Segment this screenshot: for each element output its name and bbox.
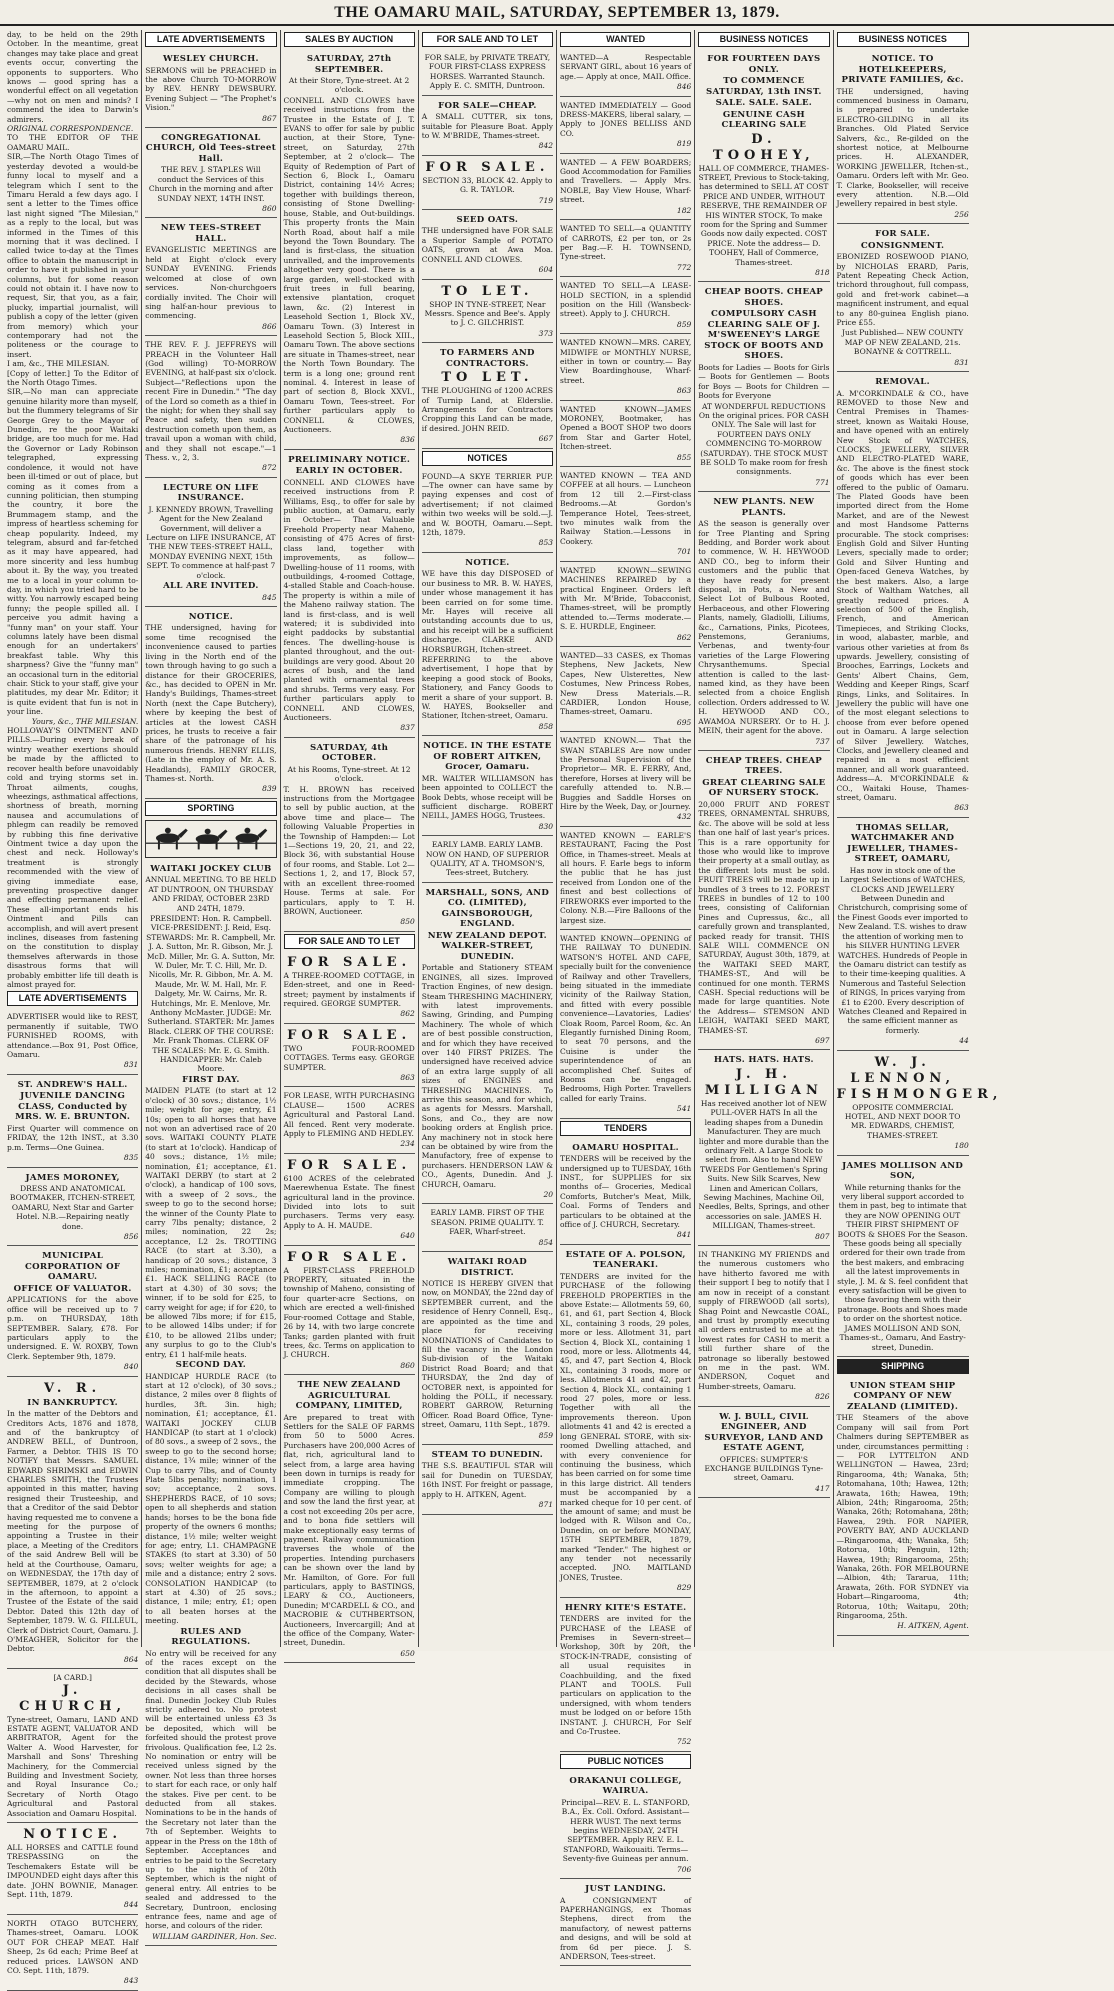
ad-toohey: FOR FOURTEEN DAYS ONLY. TO COMMENCE SATURDAY, 13th INST. SALE. SALE. SALE. GENUINE CASH CLEARING SALE D. TOOHEY, HALL OF COMMERCE, THAMES-STREET, Previous to Stock-taking, has determined to SELL AT COST PRICE AND UNDER, WITHOUT RESERVE, THE REMAINDER OF HIS WINTER STOCK, To make room for the Spring and Summer Goods now daily expected. COST PRICE. Note the address— D. TOOHEY, Hall of Commerce, Thames-street. 818 bbox=[698, 51, 829, 282]
section-header-business-2: BUSINESS NOTICES bbox=[837, 32, 969, 47]
column-6 bbox=[695, 30, 833, 1647]
ad-nz-agricultural: THE NEW ZEALAND AGRICULTURAL COMPANY, LIMITED, Are prepared to treat with Settlers for the SALE OF FARMS from 50 to 5000 Acres. Purchasers have 200,000 Acres of flat, rich, agricultural land to select from, a large area having been down in turnips is ready for immediate cropping. The Company are willing to plough and sow the land the first year, at a cost not exceeding 20s per acre, and to bona fide settlers will make exceptionally easy terms of payment. Railway communication traverses the whole of the properties. Intending purchasers can be shown over the land by Mr. Hamilton, of Gore. For full particulars, apply to BASTINGS, LEARY & CO., Auctioneers, Dunedin; M'CARDELL & CO., and MACROBIE & CUTHBERTSON, Auctioneers, Invercargill; And at the office of the Company, Water-street, Dunedin. 650 bbox=[284, 1377, 415, 1663]
ad-college: ORAKANUI COLLEGE, WAIRUA. Principal—REV. E. L. STANFORD, B.A., Ex. Coll. Oxford. Assistant—HERR WUST. The next terms begins WEDNESDAY, 24TH SEPTEMBER. Apply REV. E. L. STANFORD, Waikouaiti. Terms—Seventy-five Guineas per annum. 706 bbox=[560, 1773, 691, 1879]
ad-steam-dunedin: STEAM TO DUNEDIN. THE S.S. BEAUTIFUL STAR will sail for Dunedin on TUESDAY, 16th INST. For freight or passage, apply to H. AITKEN, Agent. 871 bbox=[422, 1447, 553, 1515]
ad-church-maheno: FOR SALE. A FIRST-CLASS FREEHOLD PROPERTY, situated in the township of Maheno, consisting of four quarter-acre Sections, on which are erected a well-finished Four-roomed Cottage and Stable, 26 by 14, with two large concrete Tanks; garden planted with fruit trees, &c. Terms on application to J. CHURCH. 860 bbox=[284, 1248, 415, 1375]
paragraph: day, to be held on the 29th October. In the meantime, great changes may take place and great events occur, converting the opponents to supporters. Who knows — good spring has a wonderful effect on all vegetation—why not on men and minds? I commend the idea to Darwin's admirers. bbox=[7, 30, 139, 124]
racing-horses-illustration bbox=[145, 820, 276, 858]
ad-maude: FOR SALE. 6100 ACRES of the celebrated Maerewhenua Estate. The finest agricultural land in the province. Divided into lots to suit purchasers. Terms very easy. Apply to A. H. MAUDE. 640 bbox=[284, 1156, 415, 1246]
section-header-business: BUSINESS NOTICES bbox=[698, 32, 829, 47]
ad-shop-to-let: TO LET. SHOP IN TYNE-STREET, Near Messrs. Spence and Bee's. Apply to J. C. GILCHRIST. 373 bbox=[422, 282, 553, 344]
ad-lease: FOR LEASE, WITH PURCHASING CLAUSE— 1500 ACRES Agricultural and Pastoral Land. All fenced. Rent very moderate. Apply to FLEMING AND HEDLEY. 234 bbox=[284, 1089, 415, 1153]
ad-sumpter-2: FOR SALE. TWO FOUR-ROOMED COTTAGES. Terms easy. GEORGE SUMPTER. 863 bbox=[284, 1026, 415, 1088]
ad-wanted-7: WANTED KNOWN—JAMES MORONEY, Bootmaker, has Opened a BOOT SHOP two doors from Star and Garter Hotel, Itchen-street. 855 bbox=[560, 403, 691, 467]
section-header-sporting: SPORTING bbox=[145, 801, 276, 816]
section-header-for-sale-2: FOR SALE AND TO LET bbox=[422, 32, 553, 47]
ad-wesley: WESLEY CHURCH. SERMONS will be PREACHED in the above Church TO-MORROW by REV. HENRY DEWSBURY. Evening Subject — "The Prophet's Vision." 867 bbox=[145, 51, 276, 128]
section-header-late-ads: LATE ADVERTISEMENTS bbox=[7, 991, 138, 1006]
ad-aitken-estate: NOTICE. IN THE ESTATE OF ROBERT AITKEN, Grocer, Oamaru. MR. WALTER WILLIAMSON has been appointed to COLLECT the Book Debts, whose receipt will be sufficient discharge. ROBERT NEILL, JAMES HOGG, Trustees. 830 bbox=[422, 738, 553, 836]
ad-church: [A CARD.] J. CHURCH, Tyne-street, Oamaru, LAND AND ESTATE AGENT, VALUATOR AND ARBITRATOR, Agent for the Walter A. Wood Harvester, for Marshall and Sons' Threshing Machinery, for the Commercial Building and Investment Society, and Royal Insurance Co.; Secretary of North Otago Agricultural and Pastoral Association and Oamaru Hospital. bbox=[7, 1671, 138, 1823]
paragraph: [Copy of letter.] To the Editor of the North Otago Times. bbox=[7, 368, 139, 388]
ad-union-steam: UNION STEAM SHIP COMPANY OF NEW ZEALAND (LIMITED). THE Steamers of the above Company will sail from Port Chalmers during SEPTEMBER as under, circumstances permitting :— FOR LYTTELTON AND WELLINGTON — Hawea, 23rd; Ringarooma, 4th; Wanaka, 5th; Rotomahana, 10th; Hawea, 12th; Arawata, 16th; Hawea, 19th; Albion, 24th; Ringarooma, 25th; Wanaka, 26th; Rotomahana, 28th; Hawea, 29th. FOR NAPIER, POVERTY BAY, AND AUCKLAND—Ringarooma, 4th; Wanaka, 5th; Rotorua, 10th; Penguin, 12th; Hawea, 19th; Ringarooma, 25th; Wanaka, 26th. FOR MELBOURNE—Albion, 4th; Tararua, 11th; Arawata, 26th. FOR SYDNEY via Hobart—Ringarooma, 4th; Rotorua, 10th; Waitapu, 20th; Ringarooma, 25th. H. AITKEN, Agent. bbox=[837, 1378, 969, 1636]
ad-section-33: FOR SALE. SECTION 33, BLOCK 42. Apply to G. R. TAYLOR. 719 bbox=[422, 158, 553, 210]
ad-trespass: NOTICE. ALL HORSES and CATTLE found TRESPASSING on the Teschemakers Estate will be IMPOUNDED eight days after this date. JOHN BOWNIE, Manager. Sept. 11th, 1879. 844 bbox=[7, 1825, 138, 1915]
ad-connell-williams: PRELIMINARY NOTICE. EARLY IN OCTOBER. CONNELL AND CLOWES have received instructions from P. Williams, Esq., to offer for sale by public auction, at Oamaru, early in October— That Valuable Freehold Property near Maheno, consisting of 475 Acres of first-class land, together with improvements, as follow—Dwelling-house of 11 rooms, with outbuildings, 4-roomed Cottage, 4-stalled Stable and Coach-house. The property is within a mile of the Maheno railway station. The land is first-class, and is well watered; it is subdivided into eight paddocks by substantial fences. The dwelling-house is planted throughout, and the out-buildings are very good. About 20 acres of bush, and the land planted with ornamental trees and shrubs. Terms very easy. For further particulars apply to CONNELL AND CLOWES, Auctioneers. 837 bbox=[284, 452, 415, 738]
ad-wanted-12: WANTED KNOWN — EARLE'S RESTAURANT, Facing the Post Office, in Thames-street. Meals at all hours. F. Earle begs to inform the public that he has just received from London one of the finest and best collections of FIREWORKS ever imported to the Colony. N.B.—Fire Balloons of the largest size. bbox=[560, 829, 691, 930]
paragraph: SIR,—No man can appreciate genuine hilarity more than myself, but the flummery telegrams of Sir George Grey to the Mayor of Dunedin, re the poor Waitaki bridge, are too much for me. Had the Governor or Lady Robinson telegraphed, expressing condolence, it would not have been ill-timed or out of place, but coming as it comes from a cunning politician, then stumping the country, it bore the Brummagem stamp, and the impress of heartless scheming for cheap popularity. Indeed, my telegram, absurd and far-fetched as it may have appeared, had more sincerity and less humbug about it. By the way, you treated me to a local in your column to-day, in which you tried hard to be witty. You narrowly escaped being funny; the people spilled all. I perceive you admit having a "funny man" on your staff. Your columns lately have been dismal enough for an undertakers' breakfast table. Why this sharpness? Give the "funny man" an occasional turn in the editorial chair. Stick to your staff, give your platitudes, my dear Mr. Editor; it is quite evident that fun is not in your line. bbox=[7, 387, 139, 717]
section-header-tenders: TENDERS bbox=[560, 1121, 691, 1136]
ad-mollison: JAMES MOLLISON AND SON, While returning thanks for the very liberal support accorded to them in past, beg to intimate that they are NOW OPENING OUT THEIR FIRST SHIPMENT OF BOOTS & SHOES For the Season. These goods being all specially ordered for their own trade from the best makers, and embracing all the latest improvements in style, J. M. & S. feel confident that every satisfaction will be given to those favoring them with their patronage. Boots and Shoes made to order on the shortest notice. JAMES MOLLISON AND SON, Thames-st., Oamaru, And Eastry-street, Dunedin. bbox=[837, 1158, 969, 1357]
ad-terrier: FOUND—A SKYE TERRIER PUP.—The owner can have same by paying expenses and cost of advertisement; if not claimed within two weeks will be sold.—J. and W. BOOTH, Oamaru.—Sept. 12th, 1879. 853 bbox=[422, 470, 553, 553]
ad-mccorkindale: REMOVAL. A. M'CORKINDALE & CO., have REMOVED to those New and Central Premises in Thames-street, known as Waitaki House, and have opened with an entirely New Stock of WATCHES, CLOCKS, JEWELLERY, SILVER AND ELECTRO-PLATED WARE, &c. The above is the finest stock of goods which has ever been offered to the public of Oamaru. The Plated Goods have been imported direct from the Home Market, and are of the Newest and most Handsome Patterns procurable. The stock comprises: English Gold and Silver Hunting Levers, specially made to order; Gold and Silver Hunting and Open-faced Geneva Watches, by the best makers. Also, a large Stock of Waltham Watches, all greatly reduced prices. A selection of 500 of the English, French, and American Timepieces, and Striking Clocks, in wood, alabaster, marble, and various other varieties at from 8s upwards. Jewellery, consisting of Brooches, Earrings, Lockets and Gents' Albert Chains, Gem, Wedding and Keeper Rings, Scarf Rings, Links, and Solitaires. In Jewellery the public will have one of the most elegant selections to choose from ever before opened out in Oamaru. A large selection of Silver Jewellery. Watches, Clocks, and Jewellery cleaned and repaired in a most efficient manner, and all work guaranteed. Address—A. M'CORKINDALE & CO., Waitaki House, Thames-street, Oamaru. 863 bbox=[837, 374, 969, 818]
ad-wanted-5: WANTED TO SELL—A LEASE-HOLD SECTION, in a splendid position on the Hill (Wansbeck-street). Apply to J. CHURCH. 859 bbox=[560, 279, 691, 334]
ad-polson: ESTATE OF A. POLSON, TEANERAKI. TENDERS are invited for the PURCHASE of the following FREEHOLD PROPERTIES in the above Estate:— Allotments 59, 60, 61, and 61, part Section 4, Block XL, containing 3 roods, 29 poles, more or less. Allotment 31, part Section 4, Block XL, containing 1 rood, more or less. Allotments 44, 45, and 47, part Section 4, Block XL, containing 3 roods, more or less. Allotments 41 and 42, part Section 4, Block XL, containing 1 rood 27 poles, more or less. Together with all the improvements thereon. Upon allotments 41 and 42 is erected a long GENERAL STORE, with six-roomed Dwelling attached, and with every convenience for continuing the business, which has been carried on for some time in this large district. All tenders must be accompanied by a marked cheque for 10 per cent. of the amount of same; and must be lodged with R. Wilson and Co., Dunedin, on or before MONDAY, 15TH SEPTEMBER, 1879, marked "Tender." The highest or any tender not necessarily accepted. JNO. MAITLAND JONES, Trustee. 829 bbox=[560, 1247, 691, 1598]
ad-anderson: IN THANKING MY FRIENDS and the numerous customers who have hitherto favored me with their support I beg to notify that I am now in receipt of a constant supply of FIREWOOD (all sorts), Shag Point and Newcastle COAL, and trust by promptly executing all orders entrusted to me at the lowest rates for CASH to merit a still further share of the patronage so liberally bestowed on me in the past. WM. ANDERSON, Coquet and Humber-streets, Oamaru. 826 bbox=[698, 1248, 829, 1407]
ad-wanted-10: WANTED—33 CASES, ex Thomas Stephens, New Jackets, New Capes, New Ulsterettes, New Costumes, New Princess Robes, New Dress Materials.—R. CARDIER, London House, Thames-street, Oamaru. 695 bbox=[560, 649, 691, 732]
ad-wanted-9: WANTED KNOWN—SEWING MACHINES REPAIRED by a practical Engineer. Orders left with Mr. M'Bride, Tobacconist, Thames-street, will be promptly attended to.—Terms moderate.—S. E. HURDLE, Engineer. 862 bbox=[560, 564, 691, 647]
ad-heywood: NEW PLANTS. NEW PLANTS. AS the season is generally over for Tree Planting and Spring Bedding, and Border work about to commence, W. H. HEYWOOD AND CO., beg to inform their customers and the public that they have ready for present disposal, in Pots, a New and Select Lot of Bulbous Rooted, Herbaceous, and other Flowering Plants, namely, Gladiolli, Liliums, &c., Carnations, Pinks, Picotees, Penstemons, Geraniums, Verbenas, and twenty-four varieties of the Large Flowering Chrysanthemums. Special attention is called to the last-named kind, as they have been selected from a choice English collection. Orders addressed to W. H. HEYWOOD AND CO., AWAMOA NURSERY. Or to H. J. MEIN, their agent for the above. 737 bbox=[698, 494, 829, 751]
paragraph: SIR,—The North Otago Times of yesterday devoted a would-be funny local to myself and a telegram which I sent to the Timaru Herald a few days ago. I sent a letter to the Times office last night signed "The Milesian," as a reply to the local, but was informed in the Times of this morning that it was declined. I called twice to-day at the Times office to obtain the manuscript in order to have it published in your columns, but for some reason could not obtain it. I have now to request, Sir, that you, as a fair, plucky, impartial journalist, will publish a copy of the letter (given from memory) which your contemporary had not the politeness or the courage to insert. bbox=[7, 152, 139, 359]
ad-wanted-11: WANTED KNOWN.— That the SWAN STABLES Are now under the Personal Supervision of the Proprietor— MR. E. FERRY, And, therefore, Horses at livery will be carefully attended to. N.B.—Buggies and Saddle Horses on Hire by the Week, Day, or Journey. 432 bbox=[560, 734, 691, 827]
ad-paperhangings: JUST LANDING. A CONSIGNMENT of PAPERHANGINGS, ex Thomas Stephens, direct from the manufactory, of newest patterns and designs, and will be sold at from 6d per piece. J. S. ANDERSON, Tees-street. bbox=[560, 1881, 691, 1966]
ad-road-district: WAITAKI ROAD DISTRICT. NOTICE IS HEREBY GIVEN that now, on MONDAY, the 22nd day of SEPTEMBER current, and the residence of Henry Connell, Esq., are appointed as the time and place for receiving NOMINATIONS of Candidates to fill the vacancy in the London Sub-division of the Waitaki District Road Board; and that THURSDAY, the 2nd day of OCTOBER next, is appointed for holding the POLL, if necessary. ROBERT GARROW, Returning Officer. Road Board Office, Tyne-street, Oamaru, 11th Sept., 1879. 859 bbox=[422, 1254, 553, 1445]
ad-wanted-3: WANTED — A FEW BOARDERS; Good Accommodation for Families and Travellers. — Apply Mrs. NOBLE, Bay View House, Wharf-street. 182 bbox=[560, 156, 691, 220]
ad-juvenile: ST. ANDREW'S HALL. JUVENILE DANCING CLASS, Conducted by MRS. W. E. BRUNTON. First Quarter will commence on FRIDAY, the 12th INST., at 3.30 p.m. Terms—One Guinea. 835 bbox=[7, 1077, 138, 1168]
column-2 bbox=[142, 30, 280, 1941]
ad-rest: ADVERTISER would like to REST, permanently if suitable, TWO FURNISHED ROOMS, with attendance.—Box 91, Post Office, Oamaru. 831 bbox=[7, 1010, 138, 1074]
paragraph: Yours, &c., THE MILESIAN. bbox=[31, 716, 139, 726]
column-4 bbox=[419, 30, 557, 1647]
ad-butchery: NORTH OTAGO BUTCHERY, Thames-street, Oamaru. LOOK OUT FOR CHEAP MEAT. Half Sheep, 2s 6d each; Prime Beef at reduced prices. LAWSON AND CO. Sept. 11th, 1879. 843 bbox=[7, 1917, 138, 1991]
ad-lennon: W. J. LENNON, FISHMONGER, OPPOSITE COMMERCIAL HOTEL, AND NEXT DOOR TO MR. EDWARDS, CHEMIST, THAMES-STREET. 180 bbox=[837, 1053, 969, 1156]
ad-bankruptcy: V. R. IN BANKRUPTCY. In the matter of the Debtors and Creditors Acts, 1876 and 1878, and of the bankruptcy of ANDREW BELL, of Duntroon, Farmer, a Debtor. THIS IS TO NOTIFY that Messrs. SAMUEL EDWARD SHRIMSKI and EDWIN CHARLES SMITH, the Trustees appointed in this matter, having resigned their Trusteeship, and that a Creditor of the said Debtor having requested me to convene a meeting for the purpose of appointing a Trustee in their place, a Meeting of the Creditors of the said Andrew Bell will be held at the Courthouse, Oamaru, on WEDNESDAY, the 17th day of SEPTEMBER, 1879, at 2 o'clock in the afternoon, to appoint a Trustee of the Estate of the said Debtor. Dated this 12th day of September, 1879. W. G. FILLEUL, Clerk of District Court, Oamaru. J. O'MEAGHER, Solicitor for the Debtor. 864 bbox=[7, 1379, 138, 1669]
section-header-late-ads-2: LATE ADVERTISEMENTS bbox=[145, 32, 276, 47]
ad-wanted-1: WANTED—A Respectable SERVANT GIRL, about 16 years of age.— Apply at once, MAIL Office. 846 bbox=[560, 51, 691, 97]
ad-early-lamb: EARLY LAMB. EARLY LAMB. NOW ON HAND, OF SUPERIOR QUALITY, AT A. THOMSON'S, Tees-street, Butchery. bbox=[422, 838, 553, 883]
section-header-shipping: SHIPPING bbox=[837, 1359, 969, 1374]
paragraph: I am, &c., THE MILESIAN. bbox=[7, 359, 110, 369]
ad-waitaki-jockey-club: WAITAKI JOCKEY CLUB ANNUAL MEETING. TO BE HELD AT DUNTROON, ON THURSDAY AND FRIDAY, OCTOBER 23RD AND 24TH, 1879. PRESIDENT: Hon. R. Campbell. VICE-PRESIDENT: J. Reid, Esq. STEWARDS: Mr. R. Campbell, Mr. J. A. Sutton, Mr. R. Gibson, Mr. J. McD. Miller, Mr. G. A. Sutton, Mr. W. Duler, Mr. T. C. Hill, Mr. D. Nicolls, Mr. R. Gibbon, Mr. A. M. Maude, Mr. W. M. Hall, Mr. F. Dalgety, Mr. W. Cairns, Mr. R. Hutchings, Mr. E. Menlove, Mr. Anthony McMaster. JUDGE: Mr. Sutherland. STARTER: Mr. James Black. CLERK OF THE COURSE: Mr. Frank Thomas. CLERK OF THE SCALES: Mr. E. G. Smith. HANDICAPPER: Mr. Caleb Moore. FIRST DAY. MAIDEN PLATE (to start at 12 o'clock) of 30 sovs.; distance, 1½ mile; weight for age; entry, £1 10s; open to all horses that have not won an advertised race of 20 sovs. WAITAKI COUNTY PLATE (to start at 1o'clock). Handicap of 40 sovs.; distance, 1½ mile; nomination, £1; acceptance, £1. WAITAKI DERBY (to start at 2 o'clock), a handicap of 100 sovs, with a sweep of 2 sovs., the sweep to go to the second horse; the winner of the County Plate to carry 7lbs penalty; distance, 2 miles; nomination, 22 2s; acceptance, L2 2s. TROTTING RACE (to start at 3.30), a handicap of 20 sovs.; distance, 3 miles; nomination, £1; acceptance £1. HACK SELLING RACE (to start at 4.30) of 30 sovs; the winner, if to be sold for £25, to carry weight for age; if for £20, to be allowed 7lbs more; if for £15, to be allowed 14lbs under; if for £10, to be allowed 21lbs under; any surplus to go to the Club's entry, £1 1 half-mile heats. SECOND DAY. HANDICAP HURDLE RACE (to start at 12 o'clock), of 30 sovs.; distance, 2 miles over 8 flights of hurdles, 3ft. 3in. high; nomination, £1; acceptance, £1. WAITAKI JOCKEY CLUB HANDICAP (to start at 1 o'clock) of 80 sovs., a sweep of 2 sovs., the sweep to go to the second horse; distance, 1¾ mile; winner of the Cup to carry 7lbs, and of County Plate 5lbs penalty; nomination, 1 sov; acceptance, 2 sovs. SHEPHERDS RACE, of 10 sovs; open to all shepherds and station hands; horses to be the bona fide property of the owners 6 months; distance, 1½ mile; welter weight for age; entry, L1. CHAMPAGNE STAKES (to start at 3.30) of 50 sovs; welter weights for age; a mile and a distance; entry 2 sovs. CONSOLATION HANDICAP (to start at 4.30) of 25 sovs.; distance, 1 mile; entry, £1; open to all beaten horses at the meeting. RULES AND REGULATIONS. No entry will be received for any of the races except on the condition that all disputes shall be decided by the Stewards, whose decisions in all cases shall be final. Dunedin Jockey Club Rules strictly adhered to. No protest will be entertained unless £3 3s be deposited, which will be forfeited should the protest prove frivolous. Qualification fee, L2 2s. No nomination or entry will be received unless signed by the owner. Not less than three horses to start for each race, or only half the stakes. Five per cent. to be deducted from all stakes. Nominations to be in the hands of the Secretary not later than the 7th of September. Weights to appear in the Press on the 18th of September. Acceptances and entries to be paid to the Secretary up to the night of 20th September, which is the night of general entry. All entries to be sealed and addressed to the Secretary, Duntroon, enclosing entrance fees, name and age of horse, and colours of the rider. WILLIAM GARDINER, Hon. Sec. bbox=[145, 861, 276, 1946]
ad-alexander: NOTICE. TO HOTELKEEPERS, PRIVATE FAMILIES, &c. THE undersigned, having commenced business in Oamaru, is prepared to undertake ELECTRO-GILDING in all its Branches. Old Plated Service Salvers, &c., Re-gilded on the shortest notice, at Melbourne prices. H. ALEXANDER, WORKING JEWELLER, Itchen-st., Oamaru. Orders left with Mr. Geo. T. Clarke, Bookseller, will receive every attention. N.B.—Old Jewellery repaired in best style. 256 bbox=[837, 51, 969, 224]
horses-icon bbox=[146, 821, 275, 857]
column-3 bbox=[281, 30, 419, 1658]
paragraph: TO THE EDITOR OF THE OAMARU MAIL. bbox=[7, 133, 139, 152]
ad-moroney: JAMES MORONEY, DRESS AND ANATOMICAL BOOTMAKER, ITCHEN-STREET, OAMARU, Next Star and Garter Hotel. N.B.—Repairing neatly done. 856 bbox=[7, 1170, 138, 1247]
ad-sumpter-1: FOR SALE. A THREE-ROOMED COTTAGE, in Eden-street, and one in Reed-street; payment by instalments if required. GEORGE SUMPTER. 862 bbox=[284, 953, 415, 1024]
ad-kite: HENRY KITE'S ESTATE. TENDERS are invited for the PURCHASE of the LEASE of Premises in Severn-street—Workshop, 30ft by 20ft, the STOCK-IN-TRADE, consisting of all usual requisites in Coachbuilding, and the fixed PLANT and TOOLS. Full particulars on application to the undersigned, with whom tenders must be lodged on or before 15th INSTANT. J. CHURCH, For Self and Co-Trustee. 752 bbox=[560, 1600, 691, 1752]
column-1 bbox=[4, 30, 142, 1986]
column-7 bbox=[834, 30, 1003, 1647]
ad-hayes: NOTICE. WE have this day DISPOSED of our business to MR. B. W. HAYES, under whose management it has been carried on for some time. Mr. Hayes will receive all outstanding accounts due to us, and his receipt will be a sufficient discharge. CLARKE AND HORSBURGH, Itchen-street. REFERRING to the above advertisement, I hope that by keeping a good stock of Books, Stationery, and Fancy Goods to merit a share of your support. B. W. HAYES, Bookseller and Stationer, Itchen-street, Oamaru. 858 bbox=[422, 555, 553, 736]
ad-bull: W. J. BULL, CIVIL ENGINEER, AND SURVEYOR, LAND AND ESTATE AGENT, OFFICES: SUMPTER'S EXCHANGE BUILDINGS Tyne-street, Oamaru. 417 bbox=[698, 1409, 829, 1499]
section-header-public-notices: PUBLIC NOTICES bbox=[560, 1754, 691, 1769]
section-header-wanted: WANTED bbox=[560, 32, 691, 47]
ad-cutter: FOR SALE—CHEAP. A SMALL CUTTER, six tons, suitable for Pleasure Boat. Apply to W. M'BRIDE, Thames-street. 842 bbox=[422, 98, 553, 156]
masthead: THE OAMARU MAIL, SATURDAY, SEPTEMBER 13, 1879. bbox=[0, 0, 1114, 26]
ad-connell-evans: SATURDAY, 27th SEPTEMBER. At their Store, Tyne-street. At 2 o'clock. CONNELL AND CLOWES have received instructions from the Trustee in the Estate of J. T. EVANS to offer for sale by public auction, at their Store, Tyne-street, on Saturday, 27th September, at 2 o'clock— The Equity of Redemption of Part of Section 6, Block I., Oamaru District, containing 14½ Acres; together with buildings thereon, consisting of Stone Dwelling-house, Stable, and Out-buildings. This property fronts the Main North Road, about half a mile beyond the Town Boundary. The land is first-class, the situation unrivalled, and the improvements altogether very good. There is a large garden, well-stocked with fruit trees in full bearing, extensive plantation, croquet lawn, &c. (2) Interest in Leasehold Section 1, Block XV., Oamaru Town. (3) Interest in Leasehold Section 5, Block XIII., Oamaru Town. The above sections are situate in Thames-street, near the North Town Boundary. The term is a long one; ground rent nominal. 4. Interest in lease of part of section 8, Block XXVI., Oamaru Town, Tees-street. For further particulars apply to CONNELL & CLOWES, Auctioneers. 836 bbox=[284, 51, 415, 450]
ad-valuator: MUNICIPAL CORPORATION OF OAMARU. OFFICE OF VALUATOR. APPLICATIONS for the above office will be received up to 7 p.m. on THURSDAY, 18th SEPTEMBER. Salary, £78. For particulars apply to the undersigned. E. W. ROXBY, Town Clerk. September 9th, 1879. 840 bbox=[7, 1248, 138, 1376]
ad-ellis: NOTICE. THE undersigned, having for some time recognised the inconvenience caused to parties living in the North end of the town through having to go such a distance for their GROCERIES, &c., has decided to OPEN in Mr. Handy's Buildings, Thames-street North (next the Cape Butchery), where by keeping the best of articles at the lowest CASH prices, he trusts to receive a fair share of the patronage of his numerous friends. HENRY ELLIS, (Late in the employ of Mr. A. S. Headlands), FAMILY GROCER, Thames-st. North. 839 bbox=[145, 609, 276, 799]
ad-express-horses: FOR SALE, by PRIVATE TREATY, FOUR FIRST-CLASS EXPRESS HORSES. Warranted Staunch. Apply E. C. SMITH, Duntroon. bbox=[422, 51, 553, 96]
section-header-notices: NOTICES bbox=[422, 451, 553, 466]
ad-early-lamb-2: EARLY LAMB. FIRST OF THE SEASON. PRIME QUALITY. T. FAER, Wharf-street. 854 bbox=[422, 1206, 553, 1252]
ad-evangelistic: NEW TEES-STREET HALL. EVANGELISTIC MEETINGS are held at Eight o'clock every SUNDAY EVENING. Friends welcomed at close of own services. Non-churchgoers cordially invited. The Choir will sing half-an-hour previous to commencing. 866 bbox=[145, 220, 276, 336]
ad-ploughing: TO FARMERS AND CONTRACTORS. TO LET. THE PLOUGHING of 1200 ACRES of Turnip Land, at Elderslie. Arrangements for Contractors Cropping this Land can be made, if desired. JOHN REID. 667 bbox=[422, 345, 553, 448]
ad-hospital: OAMARU HOSPITAL. TENDERS will be received by the undersigned up to TUESDAY, 16th INST., for SUPPLIES for six months of— Groceries, Medical Comforts, Butcher's Meat, Milk, Coal. Forms of Tenders and particulars to be obtained at the office of J. CHURCH, Secretary. 841 bbox=[560, 1140, 691, 1245]
ad-lecture: LECTURE ON LIFE INSURANCE. J. KENNEDY BROWN, Travelling Agent for the New Zealand Government, will deliver a Lecture on LIFE INSURANCE, AT THE NEW TEES-STREET HALL, MONDAY EVENING NEXT, 15th SEPT. To commence at half-past 7 o'clock. ALL ARE INVITED. 845 bbox=[145, 480, 276, 607]
ad-nursery: CHEAP TREES. CHEAP TREES. GREAT CLEARING SALE OF NURSERY STOCK. 20,000 FRUIT AND FOREST TREES, ORNAMENTAL SHRUBS, &c. The above will be sold at less than one half of last year's prices. This is a rare opportunity for those who would like to improve their property at a small outlay, as the different lots must be sold. FRUIT TREES will be made up in bundles of 3 trees to 12. FOREST TREES in bundles of 12 to 100 trees, consisting of Californian Pines and Cupressus, &c., all carefully grown and transplanted, packed ready for transit. THIS SALE WILL COMMENCE ON SATURDAY, August 30th, 1879, at the WAITAKI SEED MART, THAMES-ST., And will be continued for one month. TERMS CASH. Special reductions will be made for large quantities. Note the Address— STEMSON AND LEIGH, WAITAKI SEED MART, THAMES-ST. 697 bbox=[698, 753, 829, 1051]
correspondence bbox=[7, 30, 138, 989]
ad-marshall: MARSHALL, SONS, AND CO. (LIMITED), GAINSBOROUGH, ENGLAND. NEW ZEALAND DEPOT. WALKER-STREET, DUNEDIN. Portable and Stationery STEAM ENGINES, all sizes. Improved Traction Engines, of new design. Steam THRESHING MACHINERY, with latest improvements. Sawing, Grinding, and Pumping Machinery. The whole of which are of best possible construction, and for which they have received over 140 FIRST PRIZES. The undersigned have received advice of an extra large supply of all sizes of ENGINES and THRESHING MACHINES. To arrive this season, and for which, as agents for Messrs. Marshall, Sons, and Co., they are now booking orders at English price. Any machinery not in stock here can be obtained by wire from the Manufactory, free of expense to purchasers. HENDERSON LAW & CO., Agents, Dunedin. And J. CHURCH, Oamaru. 20 bbox=[422, 885, 553, 1205]
ad-congregational: CONGREGATIONAL CHURCH, Old Tees-street Hall. THE REV. J. STAPLES Will conduct the Services of this Church in the morning and after SUNDAY NEXT, 14TH INST. 860 bbox=[145, 130, 276, 219]
ad-wanted-8: WANTED KNOWN — TEA AND COFFEE at all hours. — Luncheon from 12 till 2.—First-class Bedrooms.—At Gordon's Temperance Hotel, Tees-street, two minutes walk from the Railway Station.—Lessons in Cookery. 701 bbox=[560, 469, 691, 562]
ad-wanted-6: WANTED KNOWN—MRS. CAREY, MIDWIFE or MONTHLY NURSE, either in town or country.— Bay View Boardinghouse, Wharf-street. 863 bbox=[560, 336, 691, 400]
ad-jeffreys: THE REV. F. J. JEFFREYS will PREACH in the Volunteer Hall (God willing) TO-MORROW EVENING, at half-past six o'clock. Subject—"Reflections upon the recent Fire in Dunedin." "The day of the Lord so cometh as a thief in the night; for when they shall say Peace and safety, then sudden destruction cometh upon them, as travail upon a woman with child, and they shall not escape."—1 Thess. v., 2, 3. 872 bbox=[145, 338, 276, 478]
columns bbox=[4, 30, 1110, 1986]
ad-mssweeney: CHEAP BOOTS. CHEAP SHOES. COMPULSORY CASH CLEARING SALE OF J. M'SWEENEY'S LARGE STOCK OF BOOTS AND SHOES. Boots for Ladies — Boots for Girls — Boots for Gentlemen — Boots for Boys — Boots for Children — Boots for Everyone AT WONDERFUL REDUCTIONS On the original prices. FOR CASH ONLY. The Sale will last for FOURTEEN DAYS ONLY COMMENCING TO-MORROW (SATURDAY). THE STOCK MUST BE SOLD To make room for fresh consignments. 771 bbox=[698, 284, 829, 492]
ad-wanted-4: WANTED TO SELL—a QUANTITY of CARROTS, £2 per ton, or 2s per Bag.—F. H. TOWNSEND, Tyne-street. 772 bbox=[560, 222, 691, 277]
ad-sellar: THOMAS SELLAR, WATCHMAKER AND JEWELLER, THAMES-STREET, OAMARU, Has now in stock one of the Largest Selections of WATCHES, CLOCKS AND JEWELLERY Between Dunedin and Christchurch, comprising some of the Finest Goods ever imported to New Zealand. T.S. wishes to draw the attention of working men to his SILVER HUNTING LEVER WATCHES. Hundreds of People in the Oamaru district can testify as to their time-keeping qualities. A Numerous and Tasteful Selection of RINGS, In prices varying from £1 to £200. Every description of Watches Cleaned and Repaired in the same efficient manner as formerly. 44 bbox=[837, 820, 969, 1051]
ad-brown: SATURDAY, 4th OCTOBER. At his Rooms, Tyne-street. At 12 o'clock. T. H. BROWN has received instructions from the Mortgagee to sell by public auction, at the above time and place— The following Valuable Properties in the Township of Hampden:— Lot 1—Sections 19, 20, 21, and 22, Block 36, with substantial House of four rooms, and Stable. Lot 2—Sections 1, 2, and 17, Block 57, with an excellent three-roomed House. Terms at sale. For particulars, apply to T. H. BROWN, Auctioneer. 850 bbox=[284, 740, 415, 932]
ad-seed-oats: SEED OATS. THE undersigned have FOR SALE a Superior Sample of POTATO OATS, grown at Awa Moa. CONNELL AND CLOWES. 604 bbox=[422, 212, 553, 280]
column-heading: ORIGINAL CORRESPONDENCE. bbox=[7, 124, 134, 134]
ad-milligan: HATS. HATS. HATS. J. H. MILLIGAN Has received another lot of NEW PULL-OVER HATS In all the leading shapes from a Dunedin Manufacturer. They are much lighter and more durable than the ordinary Felt. A Large Stock to select from. Also to hand NEW TWEEDS For Gentlemen's Spring Suits. New Silk Scarves, New Linen and American Collars, Sewing Machines, Machine Oil, Needles, Belts, Springs, and other accessories on sale. JAMES H. MILLIGAN, Thames-street. 807 bbox=[698, 1052, 829, 1246]
column-5 bbox=[557, 30, 695, 1961]
section-header-auction: SALES BY AUCTION bbox=[284, 32, 415, 47]
ad-wanted-2: WANTED IMMEDIATELY — Good DRESS-MAKERS, liberal salary, — Apply to JONES BELLISS AND CO. 819 bbox=[560, 99, 691, 154]
paragraph: HOLLOWAY'S OINTMENT AND PILLS.—During every break of wintry weather exertions should be made by the afflicted to recover health before unavoidably cold and trying storms set in. Throat ailments, coughs, wheezings, asthmatical affections, shortness of breath, morning nausea and accumulations of phlegm can readily be removed by rubbing this fine derivative Ointment twice a day upon the chest and neck. Holloway's treatment is strongly recommended with the view of giving immediate ease, preventing prospective danger and effecting permanent relief. These all-important ends his Ointment and Pills can accomplish, and will avert present inclines, diseases from fastening on the constitution to display themselves afterwards in those disastrous forms that will probably embitter life till death is almost prayed for. bbox=[7, 726, 139, 990]
ad-wanted-13: WANTED KNOWN—OPENING of THE RAILWAY TO DUNEDIN. WATSON'S HOTEL AND CAFE, specially built for the convenience of Railway and other Travellers, being situated in the immediate vicinity of the Railway Station, and fitted with every possible convenience—Lavatories, Ladies' Cloak Room, Parcel Room, &c. An Elegantly furnished Dining Room, to seat 70 persons, and the Cuisine is under the superintendence of an accomplished Chef. Suites of Rooms can be engaged. Bedrooms, High Porter. Travellers called for early Trains. 541 bbox=[560, 932, 691, 1119]
section-header-for-sale: FOR SALE AND TO LET bbox=[284, 934, 415, 949]
ad-piano: FOR SALE. CONSIGNMENT. EBONIZED ROSEWOOD PIANO, by NICHOLAS ERARD, Paris, Patent Repeating Check Action, trichord throughout, full compass, gold and fret-work cabinet—a magnificent instrument, and equal to any 80-guinea English piano. Price £55. Just Published— NEW COUNTY MAP OF NEW ZEALAND, 21s. BONAYNE & COTTRELL. 831 bbox=[837, 226, 969, 372]
